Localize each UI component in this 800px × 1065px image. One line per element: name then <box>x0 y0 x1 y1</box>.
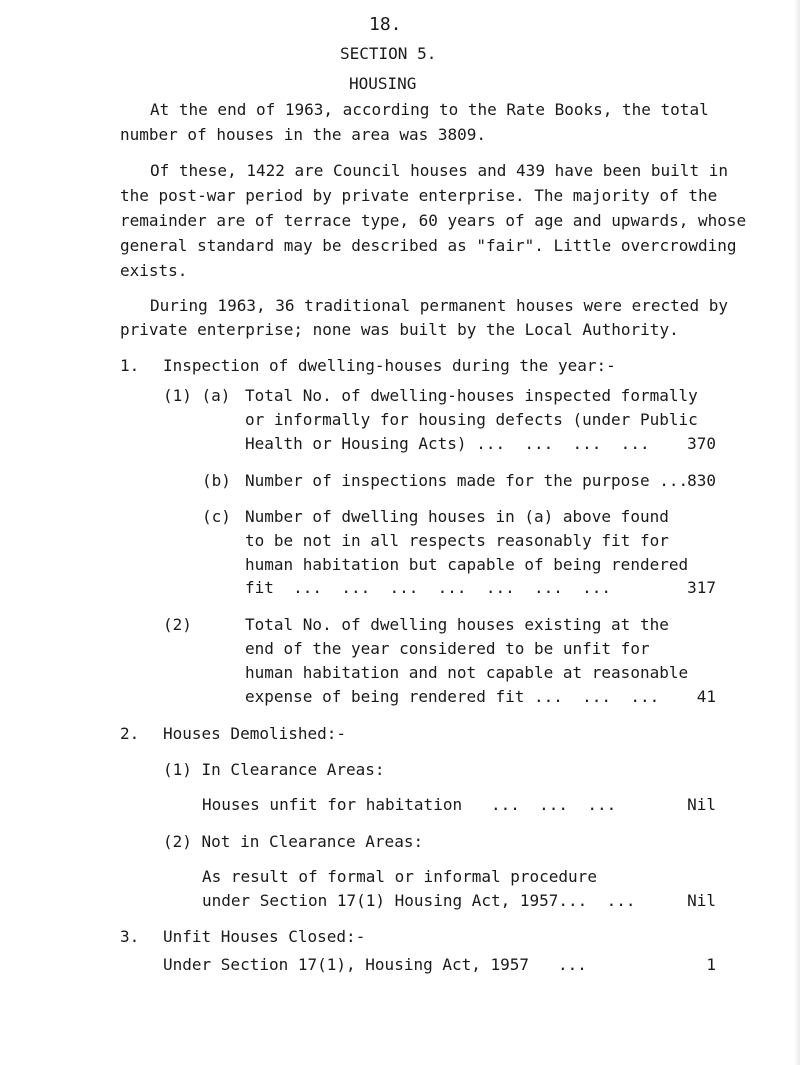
paragraph-line: private enterprise; none was built by the Local Authority. <box>120 320 679 339</box>
subitem-line: human habitation but capable of being rendered <box>245 555 689 574</box>
subitem-line: As result of formal or informal procedure <box>202 867 597 886</box>
subitem-label: (2) <box>163 615 192 634</box>
subitem-line: Under Section 17(1), Housing Act, 1957 ... <box>163 955 587 974</box>
value-inspected: 370 <box>687 434 716 453</box>
subitem-line: end of the year considered to be unfit for <box>245 639 650 658</box>
subitem-line: to be not in all respects reasonably fit for <box>245 531 669 550</box>
value-demolished-other: Nil <box>687 891 716 910</box>
value-not-fit: 317 <box>687 578 716 597</box>
paragraph-line: At the end of 1963, according to the Rate Books, the total <box>150 100 709 119</box>
paragraph-line: remainder are of terrace type, 60 years of age and upwards, whose <box>120 211 747 230</box>
subitem-label: (1) (a) <box>163 386 231 405</box>
item-title: Inspection of dwelling-houses during the year:- <box>163 356 616 375</box>
item-title: Unfit Houses Closed:- <box>163 927 366 946</box>
item-number: 3. <box>120 927 140 946</box>
paragraph-line: During 1963, 36 traditional permanent houses were erected by <box>150 296 728 315</box>
subitem-line: Health or Housing Acts) ... ... ... ... <box>245 434 650 453</box>
paragraph-line: general standard may be described as "fair". Little overcrowding <box>120 236 737 255</box>
scan-edge-shadow <box>794 0 800 1065</box>
subitem-label: (2) Not in Clearance Areas: <box>163 832 424 851</box>
subitem-label: (c) <box>202 507 231 526</box>
section-heading: SECTION 5. <box>340 44 437 63</box>
paragraph-line: Of these, 1422 are Council houses and 439 have been built in <box>150 161 728 180</box>
page-number: 18. <box>369 14 402 35</box>
subitem-line: human habitation and not capable at reasonable <box>245 663 689 682</box>
value-unfit: 41 <box>696 687 716 706</box>
value-closed: 1 <box>706 955 716 974</box>
subitem-line: Number of inspections made for the purpose ... <box>245 471 689 490</box>
subitem-line: expense of being rendered fit ... ... ... <box>245 687 660 706</box>
item-title: Houses Demolished:- <box>163 724 347 743</box>
subitem-label: (b) <box>202 471 231 490</box>
subitem-label: (1) In Clearance Areas: <box>163 760 385 779</box>
subitem-line: under Section 17(1) Housing Act, 1957... ... <box>202 891 636 910</box>
paragraph-line: the post-war period by private enterprise. The majority of the <box>120 186 718 205</box>
subitem-line: Number of dwelling houses in (a) above found <box>245 507 669 526</box>
paragraph-line: exists. <box>120 261 188 280</box>
item-number: 2. <box>120 724 140 743</box>
section-subheading: HOUSING <box>349 74 417 93</box>
subitem-line: Houses unfit for habitation ... ... ... <box>202 795 617 814</box>
value-inspections: 830 <box>687 471 716 490</box>
subitem-line: Total No. of dwelling-houses inspected formally <box>245 386 698 405</box>
value-demolished-clearance: Nil <box>687 795 716 814</box>
item-number: 1. <box>120 356 140 375</box>
subitem-line: or informally for housing defects (under Public <box>245 410 698 429</box>
subitem-line: fit ... ... ... ... ... ... ... <box>245 578 612 597</box>
subitem-line: Total No. of dwelling houses existing at the <box>245 615 669 634</box>
paragraph-line: number of houses in the area was 3809. <box>120 125 487 144</box>
